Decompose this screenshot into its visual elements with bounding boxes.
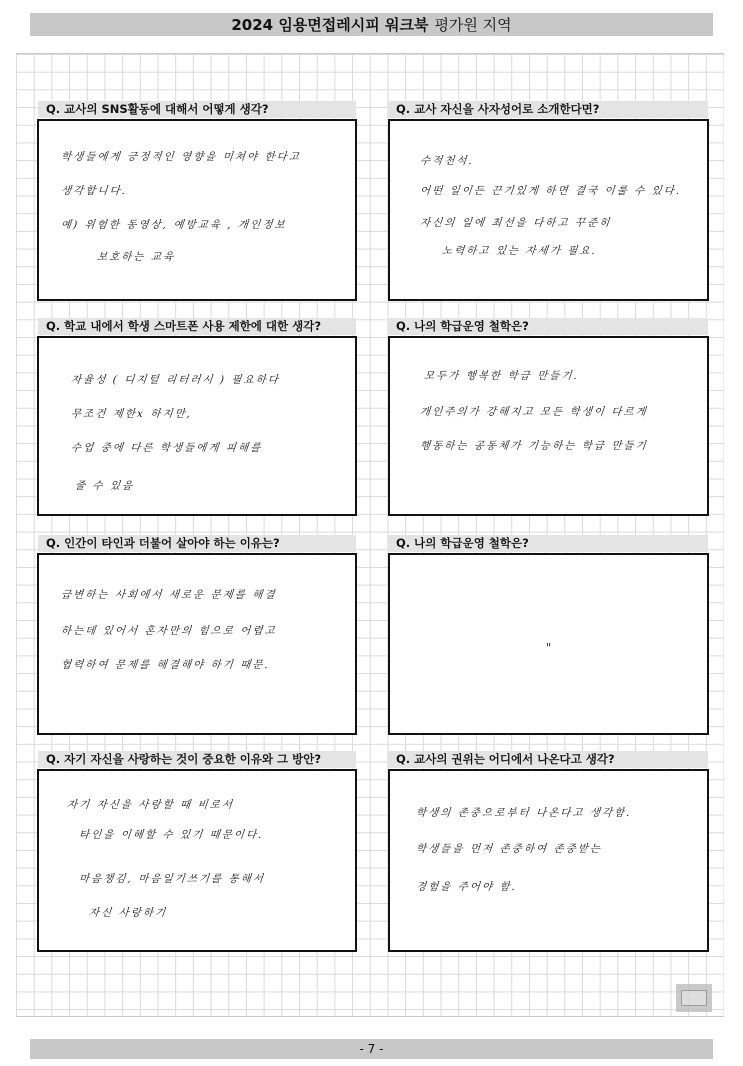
answer-line: 어떤 일이든 끈기있게 하면 결국 이룰 수 있다. [419,185,682,197]
answer-line: 수업 중에 다른 학생들에게 피해를 [70,442,263,454]
answer-box-6 [388,553,709,735]
answer-line: 줄 수 있음 [74,480,135,492]
answer-line: 마음챙김, 마음일기쓰기를 통해서 [78,873,266,885]
answer-line: 하는데 있어서 혼자만의 힘으로 어렵고 [60,625,278,637]
answer-line: 무조건 제한x 하지만, [70,408,193,420]
answer-line: 개인주의가 강해지고 모든 학생이 다르게 [419,406,649,418]
header-bar [30,13,713,36]
answer-line: 학생들을 먼저 존중하여 존중받는 [415,843,603,855]
question-label-4: Q. 나의 학급운영 철학은? [388,318,708,335]
answer-line: 경험을 주어야 함. [415,881,518,893]
answer-line: 행동하는 공동체가 기능하는 학급 만들기 [419,440,649,452]
header-title-rest: 평가원 지역 [434,16,512,34]
question-label-1: Q. 교사의 SNS활동에 대해서 어떻게 생각? [38,101,356,118]
ditto-mark: " [545,641,552,655]
answer-line: 학생의 존중으로부터 나온다고 생각함. [415,807,633,819]
answer-line: 협력하여 문제를 해결해야 하기 때문. [60,659,271,671]
answer-line: 자신 사랑하기 [88,907,168,919]
answer-box-8 [388,769,709,952]
answer-box-3 [37,336,357,516]
answer-line: 모두가 행복한 학급 만들기. [423,370,580,382]
answer-box-7 [37,769,357,952]
question-label-5: Q. 인간이 타인과 더불어 살아야 하는 이유는? [38,535,356,552]
corner-stamp-icon [676,984,712,1012]
answer-line: 보호하는 교육 [96,251,176,263]
question-label-2: Q. 교사 자신을 사자성어로 소개한다면? [388,101,708,118]
answer-line: 급변하는 사회에서 새로운 문제를 해결 [60,589,278,601]
answer-line: 자율성 ( 디지털 리터러시 ) 필요하다 [70,374,281,386]
answer-box-1 [37,119,357,301]
page-number: - 7 - [30,1039,713,1059]
question-label-8: Q. 교사의 권위는 어디에서 나온다고 생각? [388,751,708,768]
question-label-3: Q. 학교 내에서 학생 스마트폰 사용 제한에 대한 생각? [38,318,356,335]
answer-line: 노력하고 있는 자세가 필요. [441,245,598,257]
answer-line: 자신의 일에 최선을 다하고 꾸준히 [419,217,612,229]
answer-box-2 [388,119,709,301]
answer-box-5 [37,553,357,735]
answer-line: 자기 자신을 사랑할 때 비로서 [66,799,235,811]
answer-line: 학생들에게 긍정적인 영향을 미쳐야 한다고 [60,151,302,163]
question-label-7: Q. 자기 자신을 사랑하는 것이 중요한 이유와 그 방안? [38,751,356,768]
answer-line: 생각합니다. [60,185,128,197]
answer-line: 예) 위험한 동영상, 예방교육 , 개인정보 [60,219,288,231]
answer-box-4 [388,336,709,516]
question-label-6: Q. 나의 학급운영 철학은? [388,535,708,552]
answer-line: 수적천석. [419,155,475,167]
answer-line: 타인을 이해할 수 있기 때문이다. [78,829,265,841]
header-title-bold: 2024 임용면접레시피 워크북 [231,16,429,34]
